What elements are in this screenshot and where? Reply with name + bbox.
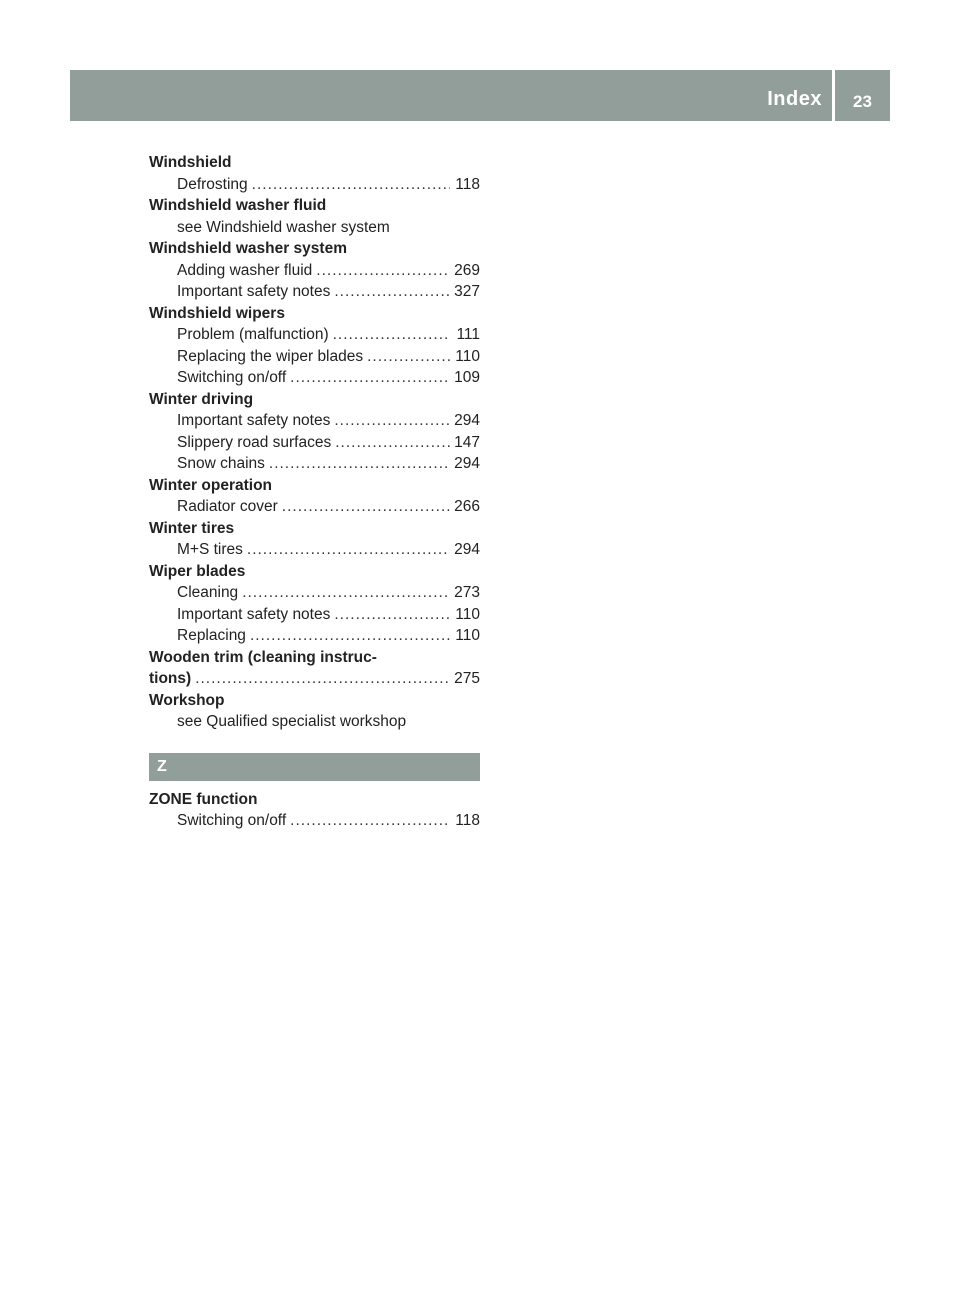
subentry-text: Switching on/off — [177, 369, 287, 386]
page-ref[interactable]: 269 — [454, 261, 480, 279]
index-term: Workshop — [149, 691, 225, 709]
index-term: ZONE function — [149, 790, 258, 808]
index-subentry[interactable] — [149, 496, 480, 518]
page-ref[interactable]: 110 — [455, 605, 480, 623]
page-ref[interactable]: 110 — [455, 347, 480, 365]
index-subentry[interactable] — [149, 410, 480, 432]
dot-leader — [282, 496, 450, 518]
subentry-text: Radiator cover — [177, 498, 278, 515]
index-subentry[interactable] — [149, 582, 480, 604]
subentry-text: Cleaning — [177, 584, 239, 601]
subentry-text: Important safety notes — [177, 283, 331, 300]
page-ref[interactable]: 111 — [456, 326, 480, 343]
dot-leader — [250, 625, 450, 647]
subentry-text: Replacing the wiper blades — [177, 347, 364, 365]
page-ref[interactable]: 273 — [454, 584, 480, 601]
page-header — [70, 70, 890, 121]
dot-leader — [316, 260, 450, 282]
cross-reference[interactable]: see Windshield washer system — [177, 218, 390, 236]
subentry-text: Defrosting — [177, 175, 248, 193]
page-ref[interactable]: 294 — [454, 455, 480, 472]
subentry-text: Important safety notes — [177, 605, 331, 623]
dot-leader — [252, 174, 450, 196]
index-subentry[interactable] — [149, 432, 480, 454]
dot-leader — [290, 367, 450, 389]
index-term: Wooden trim (cleaning instruc- — [149, 648, 377, 666]
dot-leader — [334, 604, 450, 626]
dot-leader — [247, 539, 450, 561]
index-subentry[interactable] — [149, 625, 480, 647]
dot-leader — [333, 324, 450, 346]
index-subentry[interactable] — [149, 367, 480, 389]
page-ref[interactable]: 275 — [454, 670, 480, 687]
index-term: Windshield washer fluid — [149, 197, 327, 214]
dot-leader — [367, 346, 450, 368]
page-ref[interactable]: 109 — [454, 369, 480, 386]
index-term: Windshield — [149, 154, 232, 171]
dot-leader — [335, 432, 450, 454]
subentry-text: Snow chains — [177, 455, 265, 472]
section-letter-bar: Z — [149, 753, 480, 781]
dot-leader — [334, 410, 450, 432]
subentry-text: Switching on/off — [177, 812, 287, 829]
cross-reference[interactable]: see Qualified specialist workshop — [177, 713, 407, 730]
index-subentry[interactable] — [149, 281, 480, 303]
index-term: Wiper blades — [149, 562, 246, 580]
index-term: Winter driving — [149, 390, 254, 408]
dot-leader — [242, 582, 450, 604]
dot-leader — [195, 668, 450, 690]
page-ref[interactable]: 294 — [454, 541, 480, 558]
index-subentry[interactable] — [149, 346, 480, 368]
page-ref[interactable]: 327 — [454, 283, 480, 300]
page-ref[interactable]: 294 — [454, 412, 480, 429]
page-number: 23 — [853, 92, 872, 111]
page-ref[interactable]: 118 — [455, 812, 480, 829]
index-term: Winter tires — [149, 519, 235, 537]
index-column — [149, 152, 480, 832]
index-subentry[interactable] — [149, 260, 480, 282]
page-ref[interactable]: 266 — [454, 498, 480, 515]
index-term: Winter operation — [149, 476, 273, 494]
dot-leader — [269, 453, 450, 475]
dot-leader — [334, 281, 450, 303]
index-term: Windshield washer system — [149, 240, 347, 257]
page-ref[interactable]: 118 — [455, 175, 480, 193]
dot-leader — [290, 810, 450, 832]
index-subentry[interactable] — [149, 453, 480, 475]
term-continuation: tions) — [149, 670, 192, 687]
header-title: Index — [767, 88, 822, 110]
subentry-text: Replacing — [177, 627, 246, 644]
index-term: Windshield wipers — [149, 304, 285, 322]
index-subentry[interactable] — [149, 810, 480, 832]
page-ref[interactable]: 147 — [454, 433, 480, 451]
index-subentry[interactable] — [149, 324, 480, 346]
index-subentry[interactable] — [149, 604, 480, 626]
subentry-text: Important safety notes — [177, 412, 331, 429]
index-subentry[interactable] — [149, 174, 480, 196]
index-term-continued[interactable] — [149, 668, 480, 690]
subentry-text: M+S tires — [177, 541, 243, 558]
page-ref[interactable]: 110 — [455, 627, 480, 644]
subentry-text: Adding washer fluid — [177, 261, 313, 279]
subentry-text: Slippery road surfaces — [177, 433, 332, 451]
index-subentry[interactable] — [149, 539, 480, 561]
subentry-text: Problem (malfunction) — [177, 326, 329, 343]
